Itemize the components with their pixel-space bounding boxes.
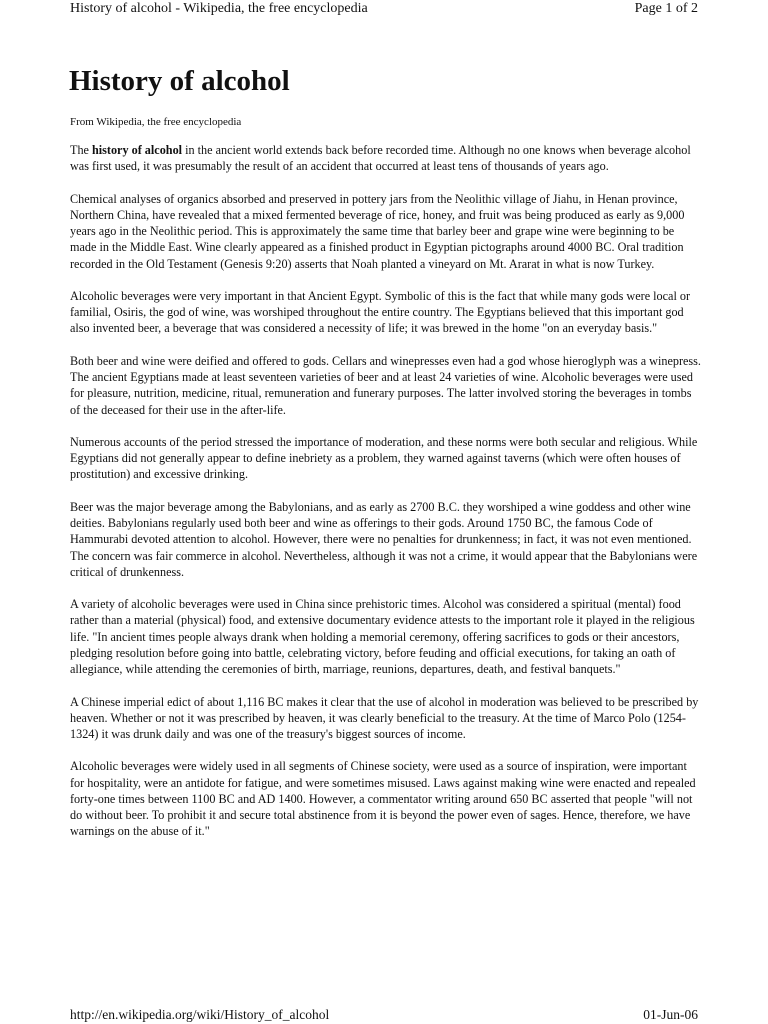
print-header [0, 0, 768, 22]
body-paragraph: Alcoholic beverages were widely used in all segments of Chinese society, were used as a source of inspiration, were important for hospitality, were an antidote for fatigue, and were sometimes misused. Laws against making wine were enacted and repealed forty-one times between 1100 BC and AD 1400. However, a commentator writing around 650 BC asserted that people "will not do without beer. To prohibit it and secure total abstinence from it is beyond the power even of sages. Hence, therefore, we have warnings on the abuse of it." [70, 759, 696, 839]
header-page-number: Page 1 of 2 [634, 1, 698, 16]
body-paragraph: A variety of alcoholic beverages were used in China since prehistoric times. Alcohol was considered a spiritual (mental) food rather than a material (physical) food, and extensive documentary evidence attests to the important role it played in the religious life. "In ancient times people always drank when holding a memorial ceremony, offering sacrifices to gods or their ancestors, pledging resolution before going into battle, celebrating victory, before feuding and official executions, for taking an oath of allegiance, while attending the ceremonies of birth, marriage, reunions, departures, death, and festival banquets." [70, 597, 695, 677]
body-paragraph: A Chinese imperial edict of about 1,116 BC makes it clear that the use of alcohol in moderation was believed to be prescribed by heaven. Whether or not it was prescribed by heaven, it was clearly beneficial to the treasury. At the time of Marco Polo (1254-1324) it was drunk daily and was one of the treasury's biggest sources of income. [70, 694, 699, 741]
body-paragraph: Alcoholic beverages were very important in that Ancient Egypt. Symbolic of this is the fact that while many gods were local or familial, Osiris, the god of wine, was worshiped throughout the entire country. The Egyptians believed that this important god also invented beer, a beverage that was considered a necessity of life; it was brewed in the home "on an everyday basis." [70, 289, 691, 336]
body-paragraph: Numerous accounts of the period stressed the importance of moderation, and these norms were both secular and religious. While Egyptians did not generally appear to define inebriety as a problem, they warned against taverns (which were often houses of prostitution) and excessive drinking. [70, 435, 698, 482]
footer-url: http://en.wikipedia.org/wiki/History_of_alcohol [70, 1007, 330, 1022]
article-title: History of alcohol [69, 65, 290, 97]
intro-text-before: The [70, 143, 92, 157]
intro-paragraph [70, 142, 701, 174]
body-paragraph: Beer was the major beverage among the Babylonians, and as early as 2700 B.C. they worshiped a wine goddess and other wine deities. Babylonians regularly used both beer and wine as offerings to their gods. Around 1750 BC, the famous Code of Hammurabi devoted attention to alcohol. However, there were no penalties for drunkenness; in fact, it was not even mentioned. The concern was fair commerce in alcohol. Nevertheless, although it was not a crime, it would appear that the Babylonians were critical of drunkenness. [70, 499, 698, 579]
article-body [70, 142, 701, 856]
header-page-title: History of alcohol - Wikipedia, the free encyclopedia [70, 1, 368, 16]
footer-date: 01-Jun-06 [643, 1007, 698, 1022]
intro-text-after: in the ancient world extends back before recorded time. Although no one knows when beverage alcohol was first used, it was presumably the result of an accident that occurred at least tens of thousands of years ago. [70, 143, 691, 174]
body-paragraph: Both beer and wine were deified and offered to gods. Cellars and winepresses even had a god whose hieroglyph was a winepress. The ancient Egyptians made at least seventeen varieties of beer and at least 24 varieties of wine. Alcoholic beverages were used for pleasure, nutrition, medicine, ritual, remuneration and funerary purposes. The latter involved storing the beverages in tombs of the deceased for their use in the after-life. [70, 353, 701, 417]
body-paragraph: Chemical analyses of organics absorbed and preserved in pottery jars from the Neolithic village of Jiahu, in Henan province, Northern China, have revealed that a mixed fermented beverage of rice, honey, and fruit was being produced as early as 9,000 years ago in the Neolithic period. This is approximately the same time that barley beer and grape wine were beginning to be made in the Middle East. Wine clearly appeared as a finished product in Egyptian pictographs around 4000 BC. Oral tradition recorded in the Old Testament (Genesis 9:20) asserts that Noah planted a vineyard on Mt. Ararat in what is now Turkey. [70, 191, 685, 271]
article-tagline: From Wikipedia, the free encyclopedia [70, 116, 242, 128]
intro-bold-term: history of alcohol [92, 143, 183, 157]
